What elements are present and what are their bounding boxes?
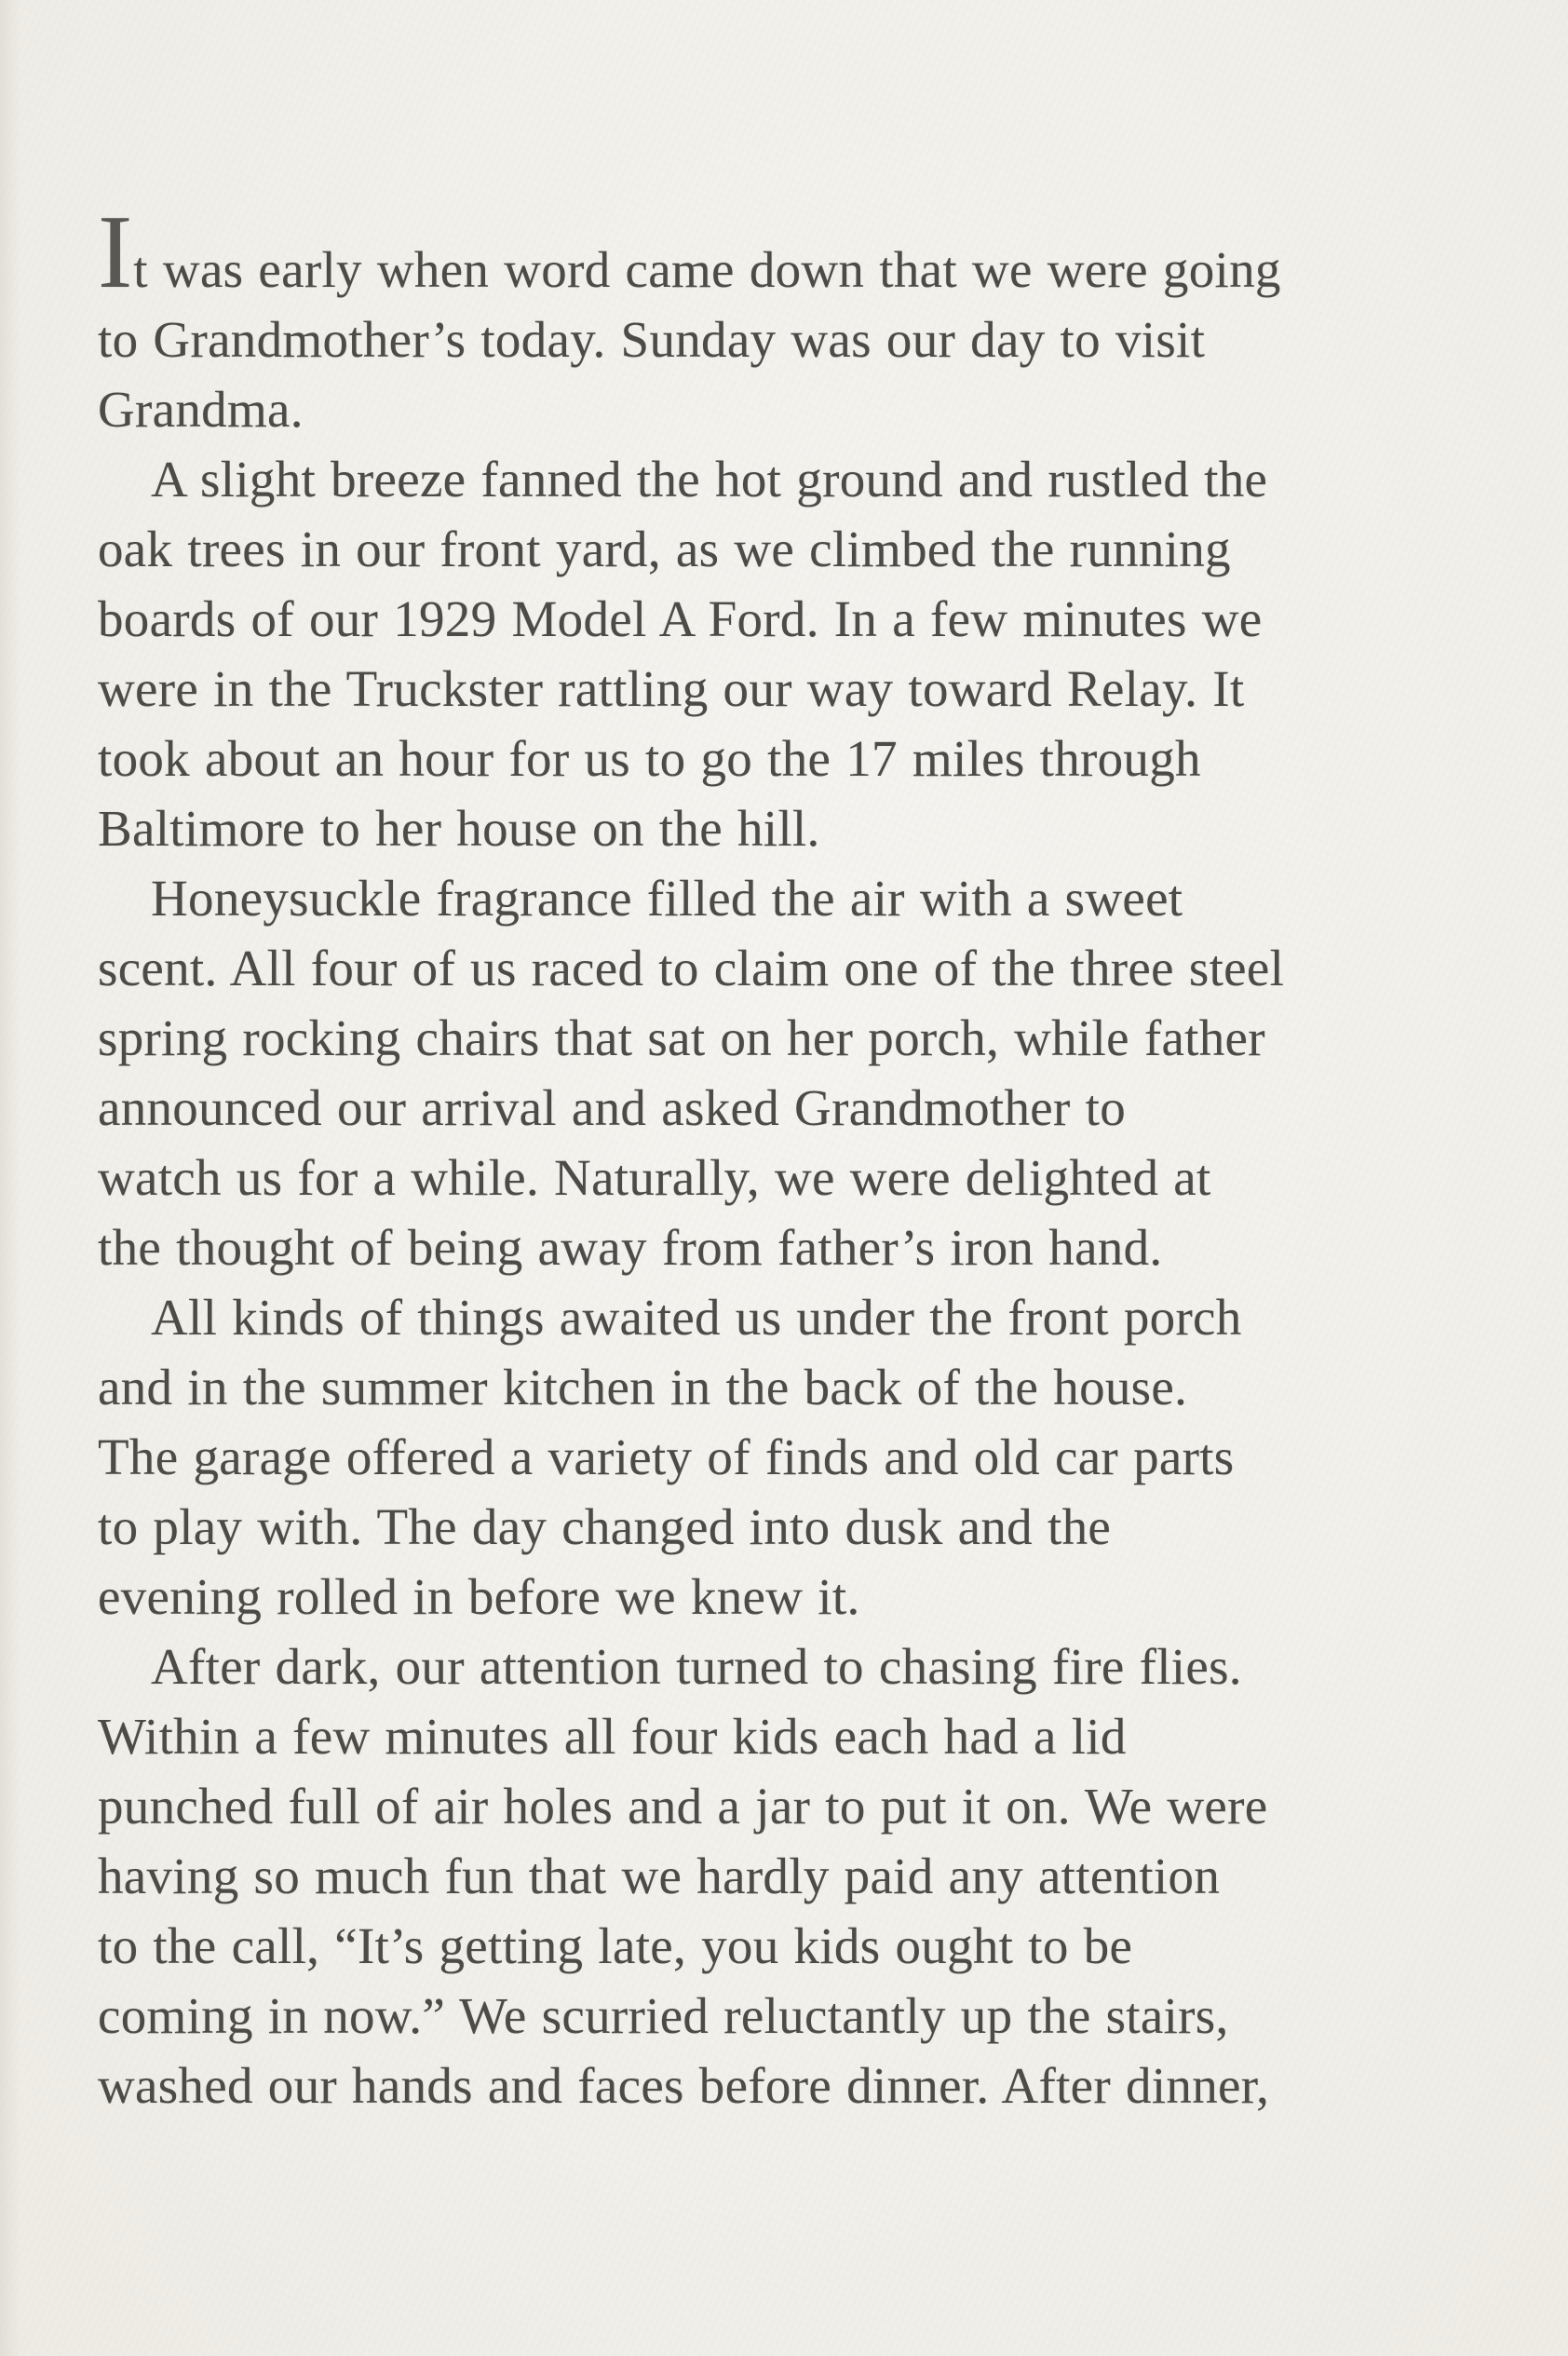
text-line: punched full of air holes and a jar to put it on. We were: [98, 1778, 1268, 1835]
text-line: Grandma.: [98, 381, 304, 438]
paragraph: [98, 1632, 1401, 2120]
text-line: Baltimore to her house on the hill.: [98, 800, 820, 857]
text-line: The garage offered a variety of finds and old car parts: [98, 1428, 1235, 1485]
text-line: It was early when word came down that we were going: [98, 195, 1281, 310]
text-line: oak trees in our front yard, as we climbed the running: [98, 521, 1231, 577]
text-line: to the call, “It’s getting late, you kids ought to be: [98, 1917, 1133, 1974]
text-line: the thought of being away from father’s iron hand.: [98, 1219, 1163, 1276]
page-text: [98, 0, 1401, 2120]
text-line: washed our hands and faces before dinner. After dinner,: [98, 2057, 1270, 2114]
text-line: were in the Truckster rattling our way toward Relay. It: [98, 660, 1245, 717]
text-line: All kinds of things awaited us under the front porch: [151, 1289, 1242, 1346]
text-line: Honeysuckle fragrance filled the air with a sweet: [151, 870, 1183, 927]
initial-capital-letter: I: [98, 195, 134, 310]
paragraph: [98, 444, 1401, 863]
text-line: to Grandmother’s today. Sunday was our day to visit: [98, 311, 1206, 368]
text-line: having so much fun that we hardly paid any attention: [98, 1848, 1221, 1904]
paragraph: [98, 863, 1401, 1282]
paragraph: [98, 1282, 1401, 1632]
text-line: boards of our 1929 Model A Ford. In a few minutes we: [98, 590, 1263, 647]
text-line: and in the summer kitchen in the back of the house.: [98, 1359, 1188, 1415]
text-line: announced our arrival and asked Grandmother to: [98, 1079, 1127, 1136]
text-line: watch us for a while. Naturally, we were delighted at: [98, 1149, 1211, 1206]
text-line: spring rocking chairs that sat on her porch, while father: [98, 1009, 1265, 1066]
text-line: Within a few minutes all four kids each had a lid: [98, 1708, 1127, 1765]
text-line: took about an hour for us to go the 17 miles through: [98, 730, 1201, 787]
text-line: coming in now.” We scurried reluctantly up the stairs,: [98, 1987, 1229, 2044]
paragraph: [98, 195, 1401, 444]
text-line: evening rolled in before we knew it.: [98, 1568, 860, 1625]
text-line: A slight breeze fanned the hot ground and rustled the: [151, 451, 1268, 508]
text-line: to play with. The day changed into dusk and the: [98, 1498, 1112, 1555]
text-line: scent. All four of us raced to claim one of the three steel: [98, 940, 1285, 996]
text-line: After dark, our attention turned to chasing fire flies.: [151, 1638, 1242, 1695]
